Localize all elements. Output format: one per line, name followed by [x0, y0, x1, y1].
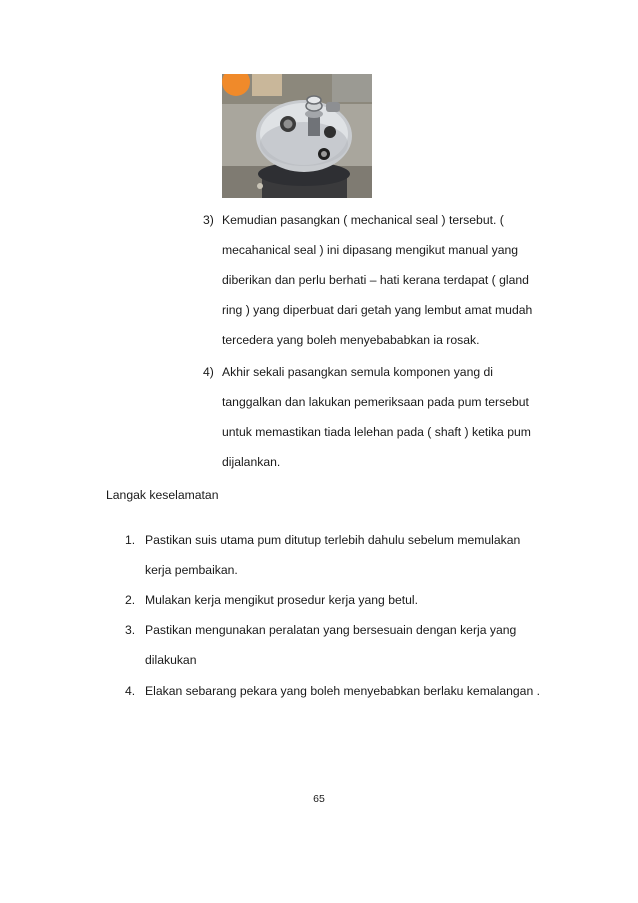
safety-heading: Langak keselamatan — [106, 488, 219, 502]
step-line: dijalankan. — [222, 455, 281, 469]
list-line: Mulakan kerja mengikut prosedur kerja yang betul. — [145, 593, 419, 607]
step-line: diberikan dan perlu berhati – hati kerana terdapat ( gland — [222, 273, 529, 287]
list-text — [145, 585, 585, 615]
list-number: 1. — [125, 533, 136, 547]
step-line: mecahanical seal ) ini dipasang mengikut manual yang — [222, 243, 519, 257]
list-line: Pastikan suis utama pum ditutup terlebih dahulu sebelum memulakan — [145, 533, 521, 547]
pump-photo — [222, 74, 372, 198]
list-line: Pastikan mengunakan peralatan yang bersesuain dengan kerja yang — [145, 623, 517, 637]
list-line: Elakan sebarang pekara yang boleh menyebabkan berlaku kemalangan . — [145, 684, 541, 698]
step-text — [222, 357, 572, 477]
step-line: ring ) yang diperbuat dari getah yang lembut amat mudah — [222, 303, 533, 317]
step-line: Kemudian pasangkan ( mechanical seal ) tersebut. ( — [222, 213, 504, 227]
page-number: 65 — [313, 793, 325, 805]
list-line: kerja pembaikan. — [145, 563, 238, 577]
pump-photo-drawing — [222, 74, 372, 198]
step-text — [222, 205, 572, 355]
list-number: 4. — [125, 684, 136, 698]
step-line: tercedera yang boleh menyebababkan ia rosak. — [222, 333, 480, 347]
step-number: 3) — [203, 213, 214, 227]
list-number: 3. — [125, 623, 136, 637]
list-text — [145, 615, 585, 675]
list-line: dilakukan — [145, 653, 197, 667]
list-number: 2. — [125, 593, 136, 607]
step-line: tanggalkan dan lakukan pemeriksaan pada pum tersebut — [222, 395, 529, 409]
list-text — [145, 676, 585, 706]
step-number: 4) — [203, 365, 214, 379]
step-line: untuk memastikan tiada lelehan pada ( shaft ) ketika pum — [222, 425, 531, 439]
step-line: Akhir sekali pasangkan semula komponen yang di — [222, 365, 493, 379]
list-text — [145, 525, 585, 585]
